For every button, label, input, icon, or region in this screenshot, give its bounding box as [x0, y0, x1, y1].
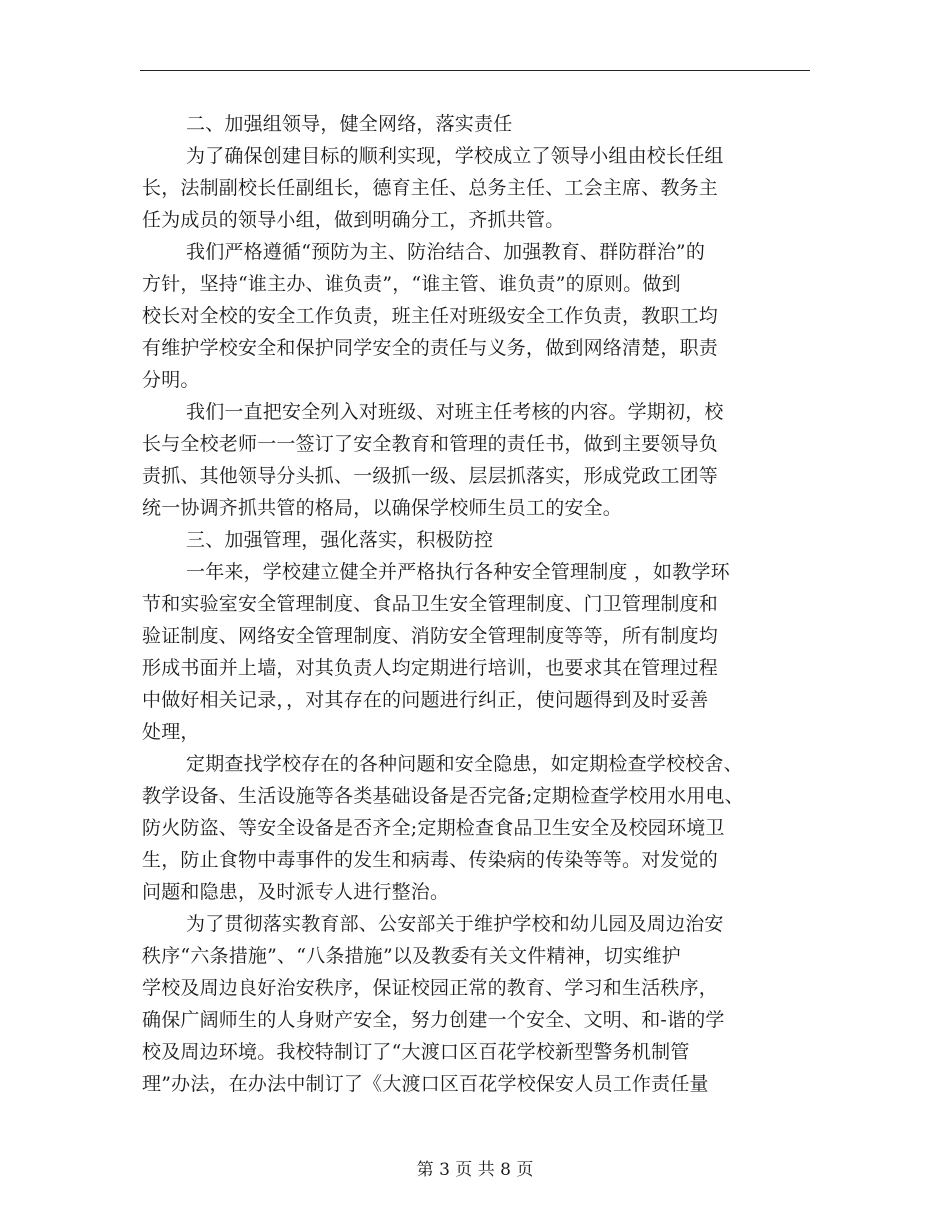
section-heading: 三、加强管理，强化落实，积极防控	[186, 529, 494, 551]
text-line: 验证制度、网络安全管理制度、消防安全管理制度等等，所有制度均	[142, 625, 719, 647]
text-line: 任为成员的领导小组，做到明确分工，齐抓共管。	[142, 209, 565, 231]
text-line: 我们一直把安全列入对班级、对班主任考核的内容。学期初，校	[186, 401, 724, 423]
document-body	[142, 108, 810, 1100]
text-line: 长，法制副校长任副组长，德育主任、总务主任、工会主席、教务主	[142, 177, 719, 199]
text-line: 问题和隐患，及时派专人进行整治。	[142, 881, 450, 903]
header-rule	[140, 70, 810, 71]
page-footer	[0, 1158, 950, 1182]
text-line: 方针，坚持“谁主办、谁负责”，“谁主管、谁负责”的原则。做到	[142, 273, 681, 295]
text-line: 教学设备、生活设施等各类基础设备是否完备;定期检查学校用水用电、	[142, 785, 744, 807]
text-line: 形成书面并上墙，对其负责人均定期进行培训，也要求其在管理过程	[142, 657, 719, 679]
text-line: 确保广阔师生的人身财产安全，努力创建一个安全、文明、和-谐的学	[142, 1009, 725, 1031]
text-line: 有维护学校安全和保护同学安全的责任与义务，做到网络清楚，职责	[142, 337, 719, 359]
text-line: 定期查找学校存在的各种问题和安全隐患，如定期检查学校校舍、	[186, 753, 743, 775]
text-line: 校长对全校的安全工作负责，班主任对班级安全工作负责，教职工均	[142, 305, 719, 327]
text-line: 校及周边环境。我校特制订了“大渡口区百花学校新型警务机制管	[142, 1041, 690, 1063]
text-line: 一年来，学校建立健全并严格执行各种安全管理制度 ，如教学环	[186, 561, 730, 583]
text-line: 中做好相关记录，，对其存在的问题进行纠正，使问题得到及时妥善	[142, 689, 709, 711]
text-line: 我们严格遵循“预防为主、防治结合、加强教育、群防群治”的	[186, 241, 706, 263]
text-line: 防火防盗、等安全设备是否齐全;定期检查食品卫生安全及校园环境卫	[142, 817, 725, 839]
text-line: 处理，	[142, 721, 200, 743]
text-line: 理”办法，在办法中制订了《大渡口区百花学校保安人员工作责任量	[142, 1073, 709, 1095]
page-number: 第 3 页 共 8 页	[416, 1160, 534, 1180]
text-line: 分明。	[142, 369, 200, 391]
text-line: 生，防止食物中毒事件的发生和病毒、传染病的传染等等。对发觉的	[142, 849, 719, 871]
text-line: 统一协调齐抓共管的格局，以确保学校师生员工的安全。	[142, 497, 623, 519]
text-line: 为了确保创建目标的顺利实现，学校成立了领导小组由校长任组	[186, 145, 724, 167]
text-line: 责抓、其他领导分头抓、一级抓一级、层层抓落实，形成党政工团等	[142, 465, 719, 487]
section-heading: 二、加强组领导，健全网络，落实责任	[186, 113, 513, 135]
text-line: 学校及周边良好治安秩序，保证校园正常的教育、学习和生活秩序，	[142, 977, 719, 999]
text-line: 为了贯彻落实教育部、公安部关于维护学校和幼儿园及周边治安	[186, 913, 724, 935]
text-line: 秩序“六条措施”、“八条措施”以及教委有关文件精神，切实维护	[142, 945, 681, 967]
text-line: 节和实验室安全管理制度、食品卫生安全管理制度、门卫管理制度和	[142, 593, 719, 615]
text-line: 长与全校老师一一签订了安全教育和管理的责任书，做到主要领导负	[142, 433, 719, 455]
